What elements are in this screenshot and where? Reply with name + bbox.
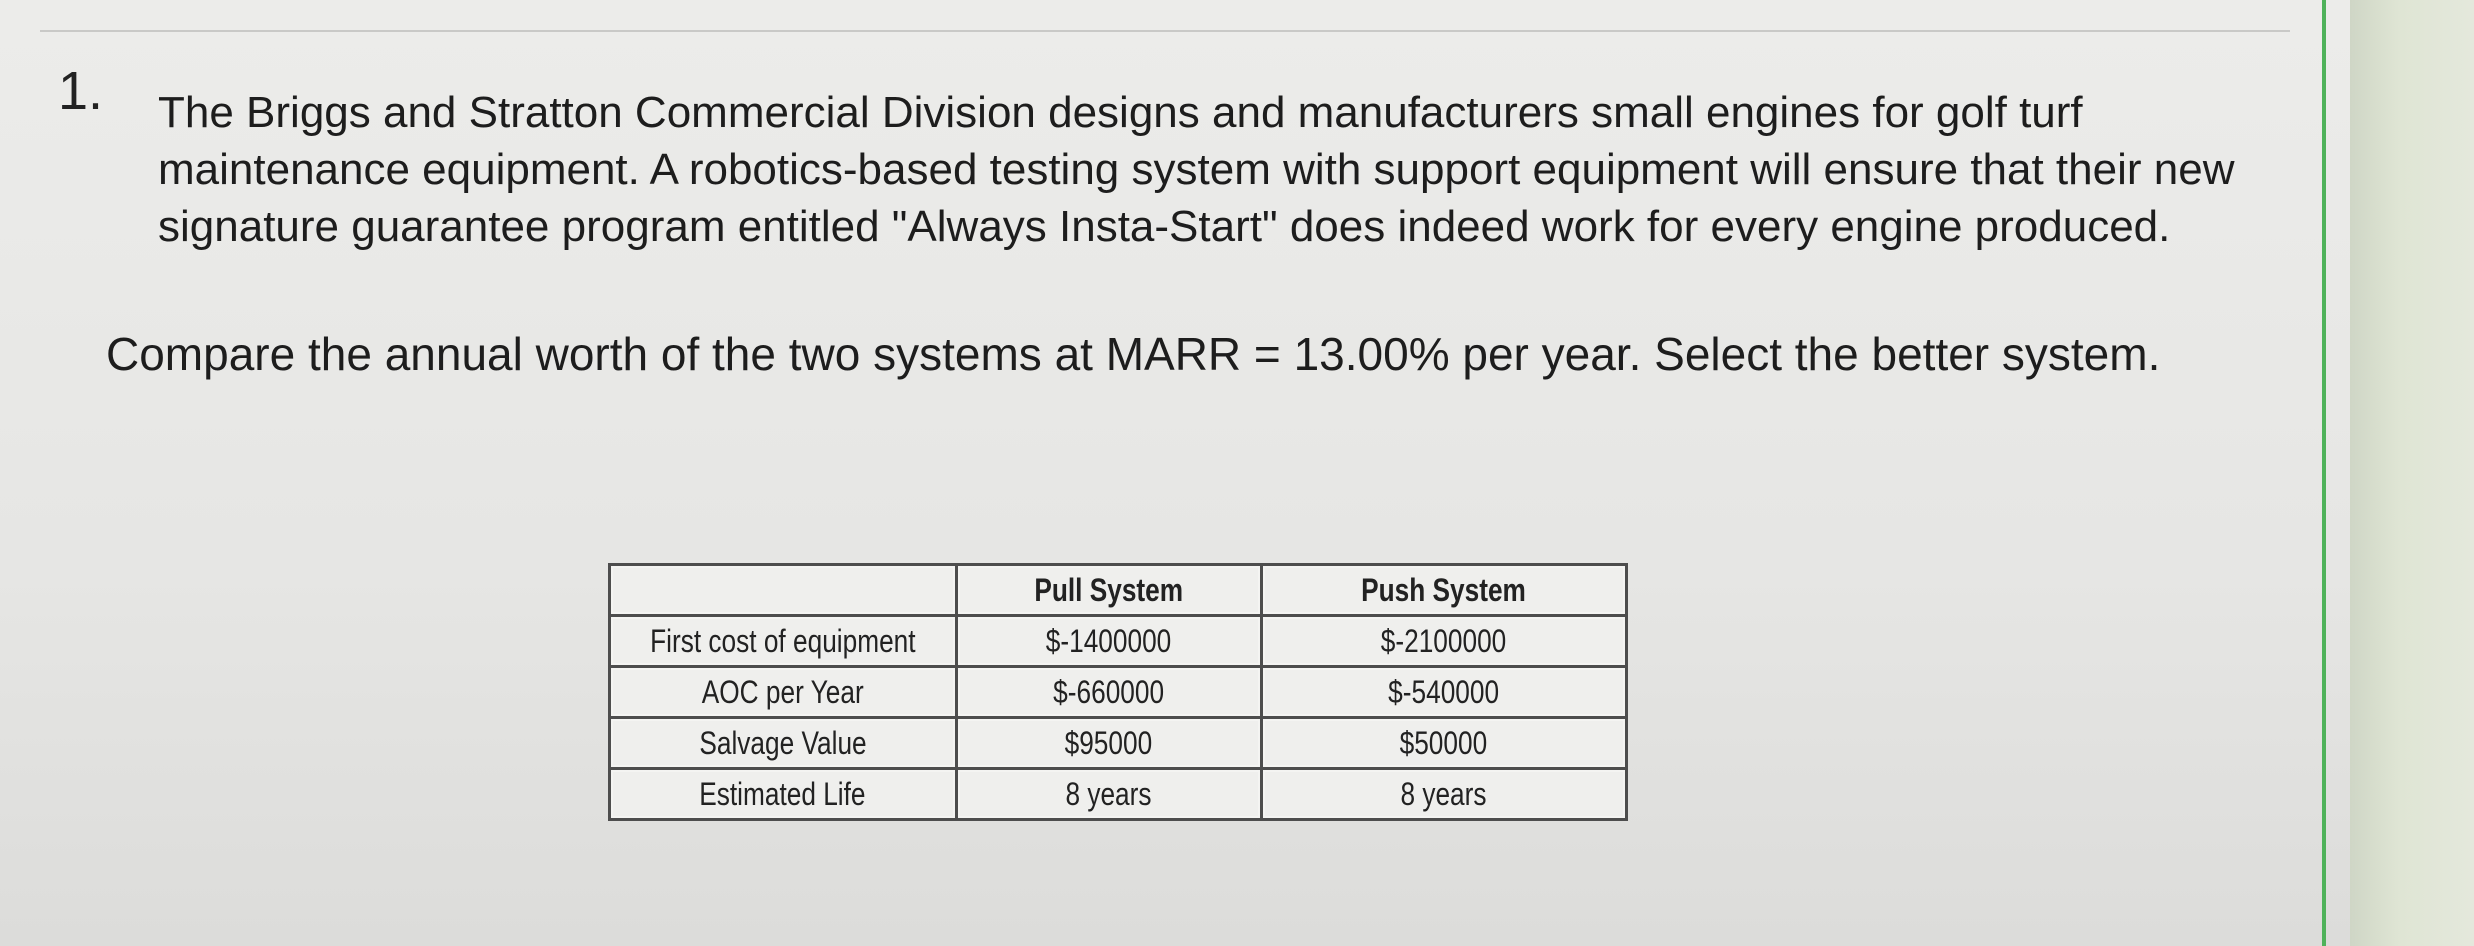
table-row — [610, 616, 1627, 667]
push-value-cell: 8 years — [1261, 769, 1626, 820]
push-value-cell: $-2100000 — [1261, 616, 1626, 667]
header-rule — [40, 30, 2290, 32]
pull-value-cell: $-1400000 — [956, 616, 1261, 667]
row-label-cell: Salvage Value — [610, 718, 957, 769]
row-label-cell: First cost of equipment — [610, 616, 957, 667]
row-label-cell: Estimated Life — [610, 769, 957, 820]
problem-statement: The Briggs and Stratton Commercial Division designs and manufacturers small engines for golf turf maintenance equipment. A robotics-based testing system with support equipment will ensure that their new signature guarantee program entitled "Always Insta-Start" does indeed work for every engine produced. — [158, 88, 2235, 251]
margin-line — [2322, 0, 2326, 946]
pull-value-cell: 8 years — [956, 769, 1261, 820]
pull-value-cell: $95000 — [956, 718, 1261, 769]
systems-comparison-table — [608, 563, 1628, 821]
question-number: 1. — [58, 61, 104, 121]
problem-instruction: Compare the annual worth of the two systems at MARR = 13.00% per year. Select the better system. — [106, 328, 2161, 380]
push-value-cell: $-540000 — [1261, 667, 1626, 718]
header-cell-pull — [956, 565, 1261, 616]
pull-value-cell: $-660000 — [956, 667, 1261, 718]
table-row — [610, 769, 1627, 820]
page-edge — [2350, 0, 2474, 946]
push-value-cell: $50000 — [1261, 718, 1626, 769]
header-cell-push — [1261, 565, 1626, 616]
table-row — [610, 667, 1627, 718]
row-label-cell: AOC per Year — [610, 667, 957, 718]
header-cell-empty — [610, 565, 957, 616]
header-push-label: Push System — [1361, 571, 1527, 608]
header-pull-label: Pull System — [1034, 571, 1184, 608]
table-header-row — [610, 565, 1627, 616]
table-row — [610, 718, 1627, 769]
